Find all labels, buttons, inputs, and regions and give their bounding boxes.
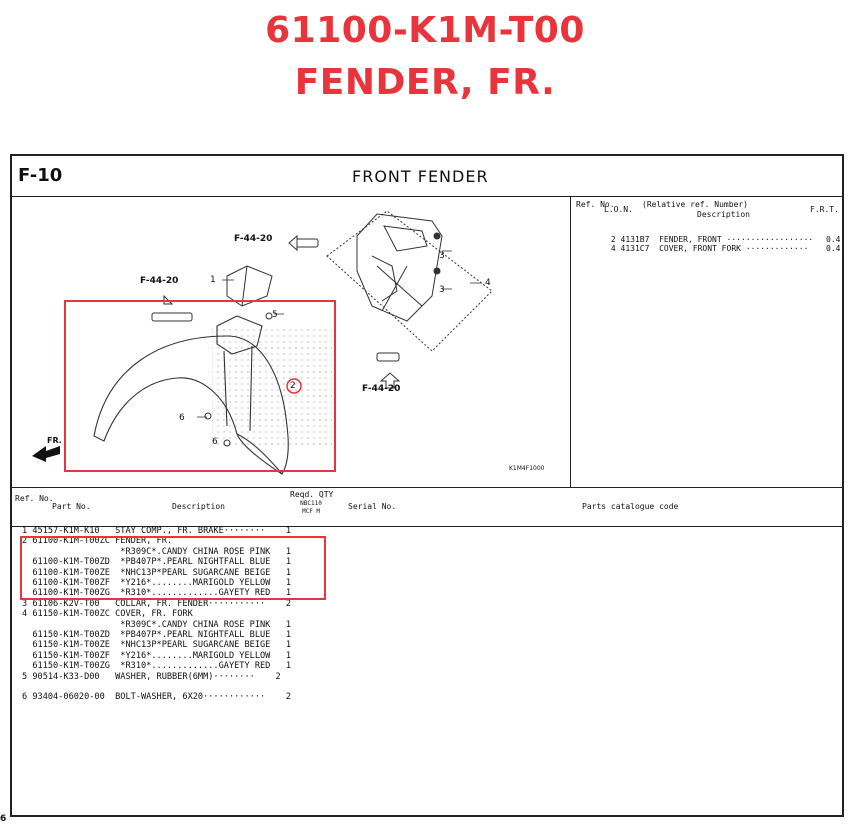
ref-row-line: 2 4131B7 FENDER, FRONT ·················· xyxy=(610,235,814,244)
ref-number: 3 xyxy=(439,285,445,295)
rel-col-header: (Relative ref. Number) xyxy=(642,200,748,209)
ref-row xyxy=(582,235,841,262)
ref-row-line: 4 4131C7 COVER, FRONT FORK ············· xyxy=(610,244,809,253)
ref-number: 3 xyxy=(439,251,445,261)
ref-number: 2 xyxy=(290,381,296,391)
ref-callout-f44-20[interactable]: F-44-20 xyxy=(140,276,179,286)
highlight-fender-rows xyxy=(20,536,326,600)
ref-col-header: Ref. No. xyxy=(576,200,615,209)
part-name-title: FENDER, FR. xyxy=(294,62,556,103)
frt-col-header: F.R.T. xyxy=(810,205,839,214)
table-row[interactable]: 5 90514-K33-D00 WASHER, RUBBER(6MM)········ 2 xyxy=(22,671,281,682)
col-model: NBC110 MCF M xyxy=(300,500,322,515)
desc-col-header: Description xyxy=(697,210,750,219)
ref-number: 1 xyxy=(210,275,216,285)
fork-cover xyxy=(327,211,492,351)
table-row[interactable]: 61100-K1M-T00ZF *Y216*........MARIGOLD YELLOW 1 xyxy=(22,578,292,588)
section-title: FRONT FENDER xyxy=(352,167,489,186)
ref-row-frt: 0.4 xyxy=(826,244,841,253)
col-ref-no: Ref. No. xyxy=(15,494,54,503)
table-row[interactable]: 61150-K1M-T00ZG *R310*.............GAYETY RED 1 xyxy=(22,661,292,672)
table-row[interactable]: 1 45157-K1M-K10 STAY COMP., FR. BRAKE········ 1 xyxy=(22,526,292,536)
table-row[interactable]: 3 61106-K2V-T00 COLLAR, FR. FENDER··········· 2 xyxy=(22,598,292,609)
ref-callout-f44-20[interactable]: F-44-20 xyxy=(234,234,273,244)
lon-col-header: L.O.N. xyxy=(604,205,633,214)
catalog-page xyxy=(10,154,844,817)
table-row[interactable]: 2 61100-K1M-T00ZC FENDER, FR. xyxy=(22,536,173,547)
table-row[interactable]: 61100-K1M-T00ZE *NHC13P*PEARL SUGARCANE BEIGE 1 xyxy=(22,567,292,578)
table-row[interactable]: 61100-K1M-T00ZG *R310*.............GAYETY RED 1 xyxy=(22,588,292,599)
section-code: F-10 xyxy=(18,165,63,186)
highlight-fender-area xyxy=(64,300,336,472)
col-description: Description xyxy=(172,502,225,511)
col-reqd-qty: Reqd. QTY xyxy=(290,490,334,499)
col-serial-no: Serial No. xyxy=(348,502,397,511)
fr-direction-arrow xyxy=(32,446,60,462)
part-number-title: 61100-K1M-T00 xyxy=(265,10,585,51)
table-row[interactable]: 61150-K1M-T00ZF *Y216*........MARIGOLD YELLOW 1 xyxy=(22,650,292,661)
diagram-code: K1M4F1000 xyxy=(509,465,545,472)
col-catalogue-code: Parts catalogue code xyxy=(582,502,679,511)
ref-callout-f44-20[interactable]: F-44-20 xyxy=(362,384,401,394)
table-row[interactable]: 61150-K1M-T00ZE *NHC13P*PEARL SUGARCANE BEIGE 1 xyxy=(22,640,292,651)
fr-label: FR. xyxy=(47,436,62,445)
ref-row-frt: 0.4 xyxy=(826,235,841,244)
col-part-no: Part No. xyxy=(52,502,91,511)
table-row[interactable]: 4 61150-K1M-T00ZC COVER, FR. FORK xyxy=(22,609,193,620)
exploded-diagram xyxy=(12,196,571,488)
table-row[interactable]: *R309C*.CANDY CHINA ROSE PINK 1 xyxy=(22,546,292,557)
reference-panel xyxy=(572,196,842,488)
ref-number: 6 xyxy=(212,437,218,447)
parts-table-header xyxy=(12,487,842,527)
ref-number: 4 xyxy=(485,278,491,288)
table-row[interactable]: 61150-K1M-T00ZD *PB407P*.PEARL NIGHTFALL BLUE 1 xyxy=(22,630,292,640)
section-header xyxy=(12,156,842,197)
ref-number: 5 xyxy=(272,310,278,320)
page-number: 6 xyxy=(0,814,7,824)
table-row[interactable]: 6 93404-06020-00 BOLT-WASHER, 6X20············ 2 xyxy=(22,692,292,703)
ref-number: 6 xyxy=(179,413,185,423)
table-row[interactable]: *R309C*.CANDY CHINA ROSE PINK 1 xyxy=(22,619,292,630)
table-row[interactable]: 61100-K1M-T00ZD *PB407P*.PEARL NIGHTFALL BLUE 1 xyxy=(22,557,292,568)
